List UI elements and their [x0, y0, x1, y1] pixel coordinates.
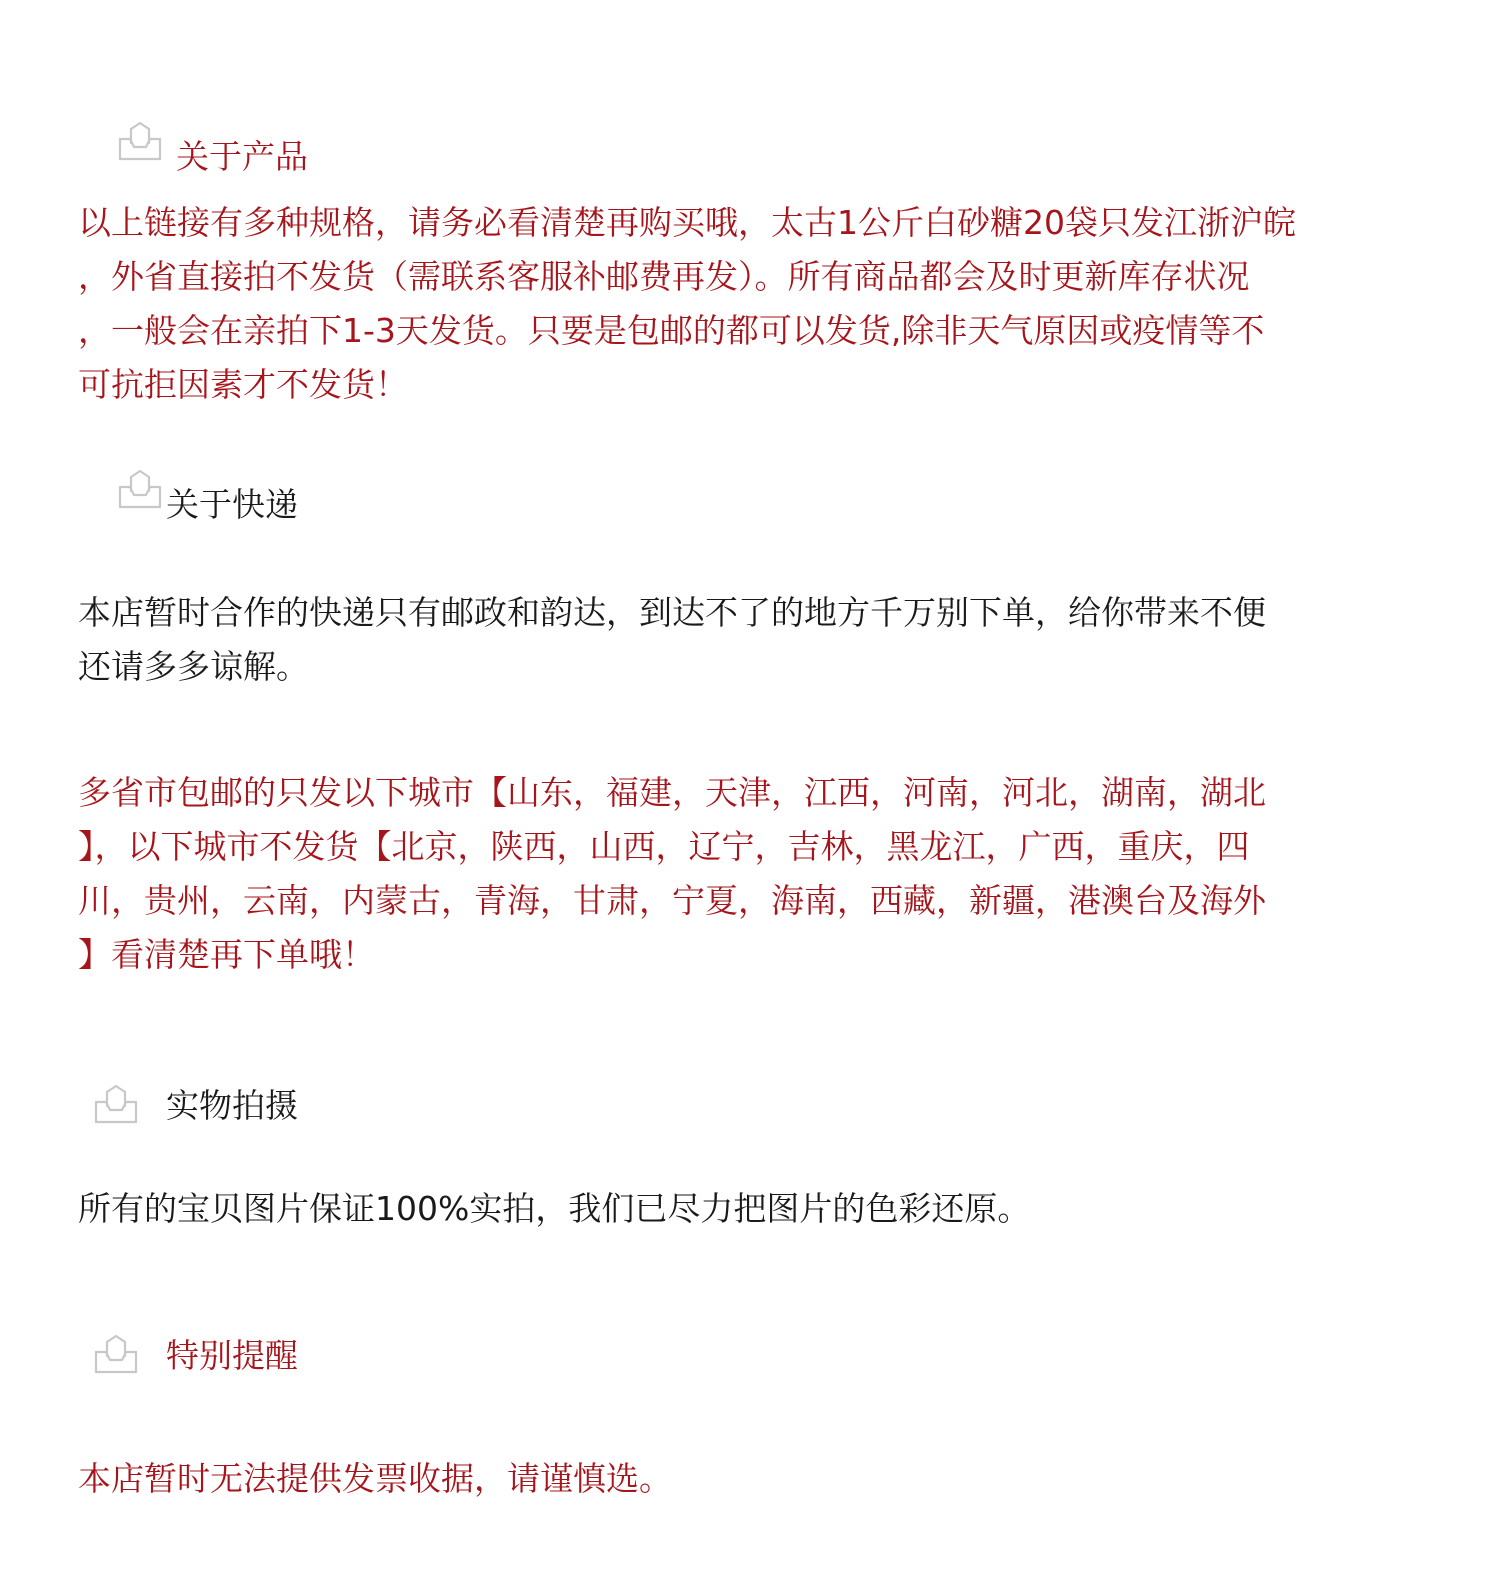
- section-heading-photos: [94, 1084, 298, 1126]
- inbox-tray-icon: [118, 121, 162, 163]
- inbox-tray-icon: [94, 1084, 138, 1126]
- section-heading-product: [118, 110, 308, 176]
- section-paragraph: 多省市包邮的只发以下城市【山东，福建，天津，江西，河南，河北，湖南，湖北 】，以下城市不发货【北京，陕西，山西，辽宁，吉林，黑龙江，广西，重庆，四 川，贵州，云南，内蒙古，青海，甘肃，宁夏，海南，西藏，新疆，港澳台及海外 】看清楚再下单哦！: [78, 773, 1266, 974]
- section-paragraph: 本店暂时合作的快递只有邮政和韵达，到达不了的地方千万别下单，给你带来不便 还请多多谅解。: [78, 593, 1266, 686]
- section-heading-notice: [94, 1334, 298, 1376]
- section-title: 关于产品: [176, 137, 308, 176]
- section-title: 特别提醒: [166, 1335, 298, 1375]
- inbox-tray-icon: [94, 1334, 138, 1376]
- section-title: 关于快递: [166, 485, 298, 524]
- section-paragraph: 以上链接有多种规格，请务必看清楚再购买哦，太古1公斤白砂糖20袋只发江浙沪皖 ，外省直接拍不发货（需联系客服补邮费再发）。所有商品都会及时更新库存状况 ，一般会在亲拍下1-3天发货。只要是包邮的都可以发货,除非天气原因或疫情等不 可抗拒因素才不发货！: [78, 203, 1296, 404]
- section-paragraph: 本店暂时无法提供发票收据，请谨慎选。: [78, 1459, 672, 1498]
- section-title: 实物拍摄: [166, 1085, 298, 1125]
- inbox-tray-icon: [118, 469, 162, 511]
- section-paragraph: 所有的宝贝图片保证100%实拍，我们已尽力把图片的色彩还原。: [78, 1189, 1031, 1228]
- section-heading-express: [118, 458, 298, 524]
